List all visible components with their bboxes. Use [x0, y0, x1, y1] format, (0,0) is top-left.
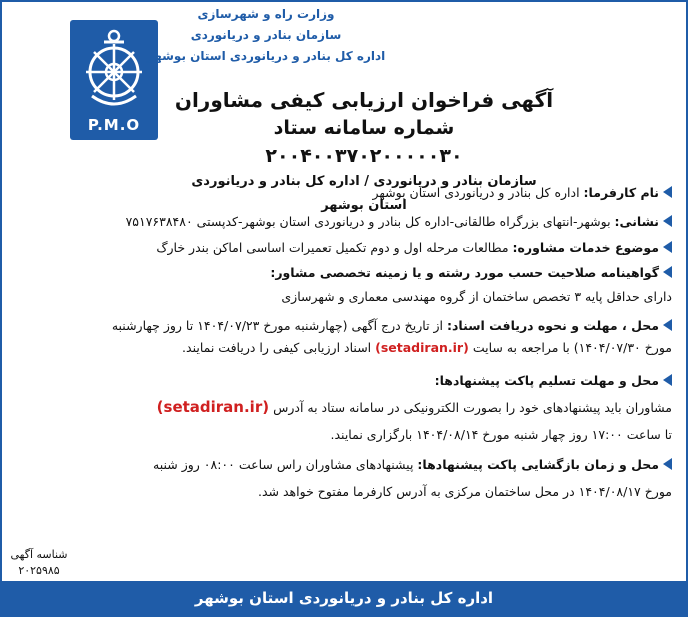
qualification-label: گواهینامه صلاحیت حسب مورد رشته و یا زمینه تخصصی مشاور:	[270, 264, 659, 280]
bullet-icon	[663, 458, 672, 470]
address-label: نشانی:	[614, 213, 659, 229]
bullet-icon	[663, 266, 672, 278]
opening-row	[20, 454, 672, 477]
employer-label: نام کارفرما:	[583, 185, 659, 200]
docs-site-link[interactable]: (setadiran.ir)	[375, 340, 469, 355]
address-value: بوشهر-انتهای بزرگراه طالقانی-اداره کل بنادر و دریانوردی استان بوشهر-کدپستی ۷۵۱۷۶۳۸۴۸۰	[125, 213, 611, 229]
ad-id-label: شناسه آگهی	[10, 548, 68, 561]
bullet-icon	[663, 186, 672, 198]
address-row	[20, 211, 672, 234]
tender-number-line	[172, 114, 556, 170]
submit-line1-text: مشاوران باید پیشنهادهای خود را بصورت الکترونیکی در سامانه ستاد به آدرس	[273, 400, 672, 415]
subtitle: سازمان بنادر و دریانوردی / اداره کل بنادر و دریانوردی استان بوشهر	[191, 174, 537, 213]
employer-value: اداره کل بنادر و دریانوردی استان بوشهر	[372, 185, 580, 200]
submit-site-link[interactable]: (setadiran.ir)	[156, 398, 270, 416]
submit-label: محل و مهلت تسلیم پاکت پیشنهادها:	[434, 372, 659, 388]
submit-row	[20, 370, 672, 393]
ad-id-value: ۲۰۲۵۹۸۵	[18, 564, 60, 577]
tender-number-label: شماره سامانه ستاد	[273, 117, 455, 139]
service-value: مطالعات مرحله اول و دوم تکمیل تعمیرات اساسی اماکن بندر خارگ	[156, 240, 509, 255]
qualification-value: دارای حداقل پایه ۳ تخصص ساختمان از گروه مهندسی معماری و شهرسازی	[281, 289, 672, 304]
docs-line1: از تاریخ درج آگهی (چهارشنبه مورخ ۱۴۰۴/۰۷/۲۳ تا روز چهارشنبه	[111, 317, 444, 333]
logo-text: P.M.O	[87, 116, 141, 134]
bullet-icon	[663, 319, 672, 331]
docs-line2-end: اسناد ارزیابی کیفی را دریافت نمایند.	[182, 340, 372, 355]
opening-line2: مورخ ۱۴۰۴/۰۸/۱۷ در محل ساختمان مرکزی به آدرس کارفرما مفتوح خواهد شد.	[258, 483, 672, 499]
bullet-icon	[663, 215, 672, 227]
submit-line1	[20, 396, 672, 420]
footer-bar: اداره کل بنادر و دریانوردی استان بوشهر	[2, 581, 686, 615]
ad-body	[20, 182, 672, 503]
service-label: موضوع خدمات مشاوره:	[512, 240, 659, 255]
main-title: آگهی فراخوان ارزیابی کیفی مشاوران	[174, 88, 554, 112]
submit-line2: تا ساعت ۱۷:۰۰ روز چهار شنبه مورخ ۱۴۰۴/۰۸/۱۴ بارگزاری نمایند.	[330, 426, 672, 442]
docs-line2	[20, 337, 672, 360]
department-name: اداره کل بنادر و دریانوردی استان بوشهر	[146, 49, 386, 63]
docs-label: محل ، مهلت و نحوه دریافت اسناد:	[447, 317, 659, 333]
qualification-row	[20, 262, 672, 285]
ministry-name: وزارت راه و شهرسازی	[197, 7, 335, 21]
ad-id-block	[8, 547, 70, 579]
docs-row	[20, 315, 672, 338]
bullet-icon	[663, 374, 672, 386]
anchor-wheel-icon	[78, 26, 150, 112]
opening-label: محل و زمان بازگشایی پاکت پیشنهادها:	[417, 457, 659, 472]
employer-row	[20, 182, 672, 205]
service-row	[20, 237, 672, 260]
header-block	[146, 4, 386, 67]
organization-name: سازمان بنادر و دریانوردی	[190, 28, 342, 42]
pmo-logo	[70, 20, 158, 140]
docs-line2-start: مورخ ۱۴۰۴/۰۷/۳۰) با مراجعه به سایت	[472, 340, 672, 355]
tender-number: ۲۰۰۴۰۰۳۷۰۲۰۰۰۰۰۳۰	[265, 145, 463, 167]
opening-line1: پیشنهادهای مشاوران راس ساعت ۰۸:۰۰ روز شنبه	[153, 457, 414, 472]
bullet-icon	[663, 241, 672, 253]
